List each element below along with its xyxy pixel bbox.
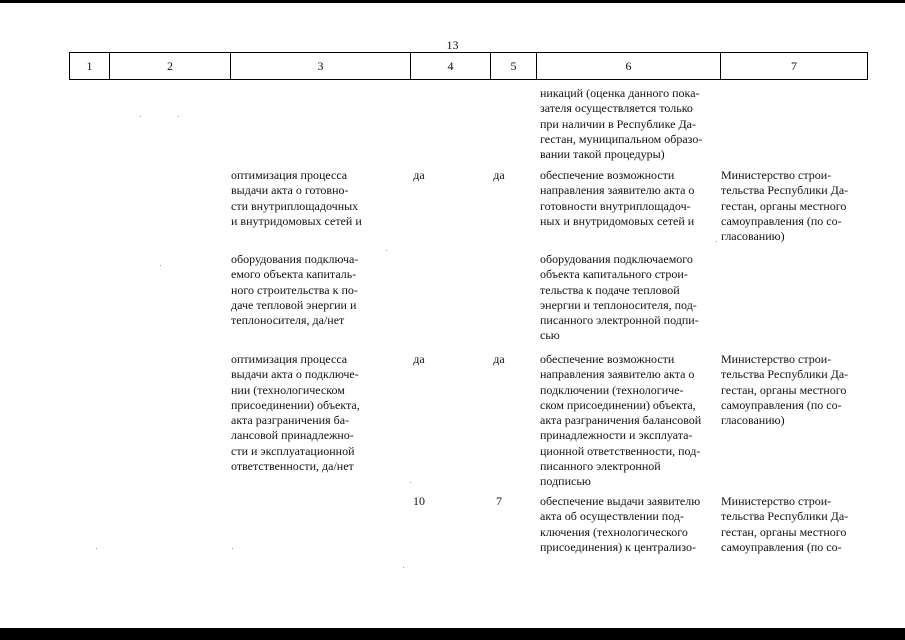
table-cell-value-col5: 7 bbox=[496, 494, 502, 508]
table-cell-measure: обеспечение возможности направления заявителю акта о подключении (технологиче- ском присоединении) объекта, акта разграничения балансовой принадлежности и эксплуата- ционной ответственности, под- писанного электронной подписью bbox=[540, 352, 702, 489]
column-header-7: 7 bbox=[720, 53, 868, 79]
table-cell-measure: обеспечение возможности направления заявителю акта о готовности внутриплощадоч- ных и внутридомовых сетей и bbox=[540, 168, 695, 228]
column-header-1: 1 bbox=[69, 53, 109, 79]
table-cell-value-col5: да bbox=[493, 168, 505, 182]
scan-speck bbox=[178, 116, 179, 117]
table-cell-indicator: оптимизация процесса выдачи акта о подключе- нии (технологическом присоединении) объекта, акта разграничения ба- лансовой принадлежно- сти и эксплуатационной ответственности, да/нет bbox=[231, 352, 360, 474]
table-cell-value-col4: да bbox=[413, 352, 425, 366]
table-header-row bbox=[69, 52, 868, 80]
top-scan-edge bbox=[0, 0, 905, 3]
column-header-3: 3 bbox=[230, 53, 410, 79]
column-header-6: 6 bbox=[536, 53, 720, 79]
table-cell-value-col4: 10 bbox=[413, 494, 425, 508]
column-header-2: 2 bbox=[109, 53, 230, 79]
table-cell-measure: оборудования подключаемого объекта капитального строи- тельства к подаче тепловой энергии и теплоносителя, под- писанного электронной подпи- сью bbox=[540, 252, 699, 343]
table-cell-measure: обеспечение выдачи заявителю акта об осуществлении под- ключения (технологического присоединения) к централизо- bbox=[540, 494, 701, 554]
table-cell-responsible: Министерство строи- тельства Республики Да- гестан, органы местного самоуправления (по со- bbox=[721, 494, 849, 554]
table-cell-measure: никаций (оценка данного пока- зателя осуществляется только при наличии в Республике Да- гестан, муниципальном образо- вании такой процедуры) bbox=[540, 86, 703, 162]
table-cell-responsible: Министерство строи- тельства Республики Да- гестан, органы местного самоуправления (по со- гласованию) bbox=[721, 168, 849, 244]
table-cell-value-col4: да bbox=[413, 168, 425, 182]
scan-speck bbox=[716, 241, 717, 242]
table-cell-responsible: Министерство строи- тельства Республики Да- гестан, органы местного самоуправления (по со- гласованию) bbox=[721, 352, 849, 428]
scan-speck bbox=[386, 250, 387, 251]
scan-speck bbox=[160, 265, 161, 266]
scan-speck bbox=[96, 548, 97, 549]
scan-speck bbox=[410, 482, 411, 483]
column-header-4: 4 bbox=[410, 53, 490, 79]
column-header-5: 5 bbox=[490, 53, 536, 79]
table-cell-indicator: оптимизация процесса выдачи акта о готовно- сти внутриплощадочных и внутридомовых сетей и bbox=[231, 168, 362, 228]
table-cell-indicator: оборудования подключа- емого объекта капиталь- ного строительства к по- даче тепловой энергии и теплоносителя, да/нет bbox=[231, 252, 359, 328]
scan-speck bbox=[140, 116, 141, 117]
table-cell-value-col5: да bbox=[493, 352, 505, 366]
scan-speck bbox=[232, 548, 233, 549]
scan-speck bbox=[403, 567, 404, 568]
bottom-scan-edge bbox=[0, 628, 905, 640]
page-number: 13 bbox=[446, 38, 459, 52]
